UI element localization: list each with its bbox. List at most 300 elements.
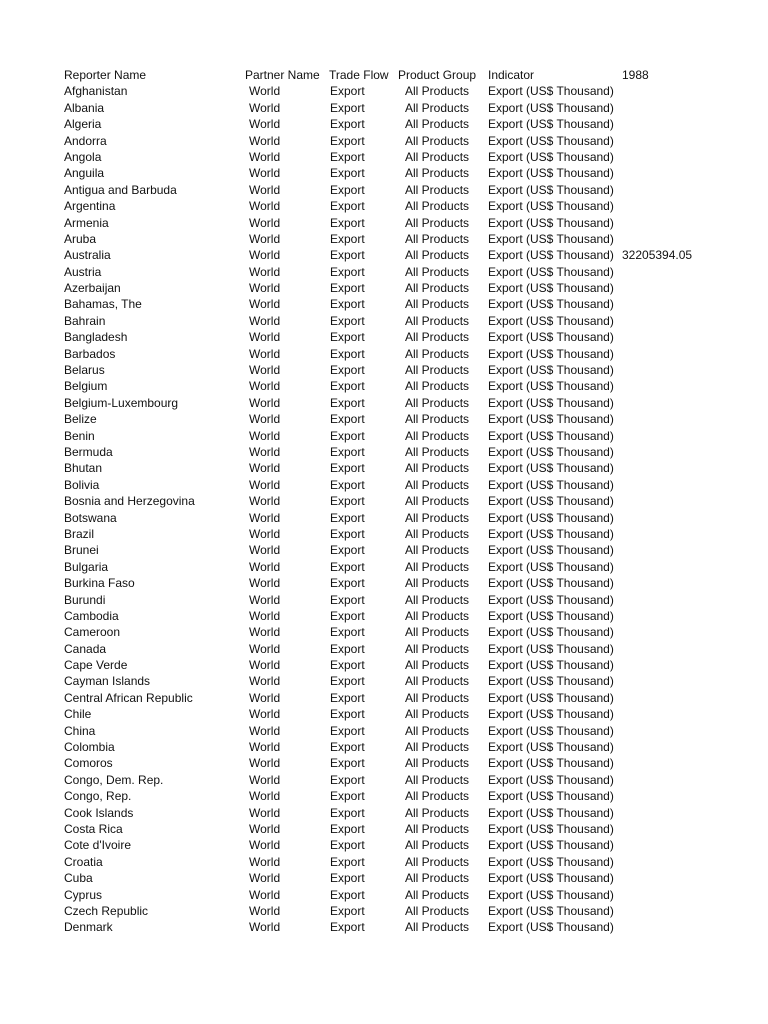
indicator-cell: Export (US$ Thousand) <box>488 428 614 443</box>
indicator-cell: Export (US$ Thousand) <box>488 395 614 410</box>
reporter-cell: Chile <box>64 707 92 722</box>
trade-flow-cell: Export <box>330 297 365 312</box>
partner-cell: World <box>249 100 281 115</box>
table-row <box>64 788 744 804</box>
product-group-cell: All Products <box>405 543 470 558</box>
indicator-cell: Export (US$ Thousand) <box>488 526 614 541</box>
reporter-cell: Cuba <box>64 871 93 886</box>
partner-cell: World <box>249 461 281 476</box>
partner-cell: World <box>249 903 281 918</box>
reporter-cell: Burundi <box>64 592 106 607</box>
reporter-cell: Cook Islands <box>64 805 134 820</box>
table-row <box>64 755 744 771</box>
trade-flow-cell: Export <box>330 477 365 492</box>
table-row <box>64 690 744 706</box>
product-group-cell: All Products <box>405 199 470 214</box>
table-row <box>64 723 744 739</box>
partner-cell: World <box>249 641 281 656</box>
trade-flow-cell: Export <box>330 871 365 886</box>
partner-cell: World <box>249 854 281 869</box>
indicator-cell: Export (US$ Thousand) <box>488 625 614 640</box>
trade-flow-cell: Export <box>330 199 365 214</box>
table-row <box>64 133 744 149</box>
table-row <box>64 460 744 476</box>
table-row <box>64 165 744 181</box>
reporter-cell: Anguila <box>64 166 105 181</box>
table-row <box>64 919 744 935</box>
indicator-cell: Export (US$ Thousand) <box>488 149 614 164</box>
trade-flow-cell: Export <box>330 117 365 132</box>
trade-flow-cell: Export <box>330 133 365 148</box>
indicator-cell: Export (US$ Thousand) <box>488 690 614 705</box>
product-group-cell: All Products <box>405 805 470 820</box>
partner-cell: World <box>249 871 281 886</box>
indicator-cell: Export (US$ Thousand) <box>488 313 614 328</box>
table-row <box>64 608 744 624</box>
value-cell: 32205394.05 <box>622 248 693 263</box>
product-group-cell: All Products <box>405 281 470 296</box>
product-group-cell: All Products <box>405 182 470 197</box>
product-group-cell: All Products <box>405 346 470 361</box>
product-group-cell: All Products <box>405 84 470 99</box>
indicator-cell: Export (US$ Thousand) <box>488 182 614 197</box>
partner-cell: World <box>249 789 281 804</box>
table-row <box>64 673 744 689</box>
partner-cell: World <box>249 592 281 607</box>
table-row <box>64 83 744 99</box>
table-row <box>64 559 744 575</box>
header-trade-flow: Trade Flow <box>329 68 389 82</box>
reporter-cell: Azerbaijan <box>64 281 121 296</box>
trade-flow-cell: Export <box>330 395 365 410</box>
indicator-cell: Export (US$ Thousand) <box>488 854 614 869</box>
partner-cell: World <box>249 920 281 935</box>
table-row <box>64 477 744 493</box>
trade-flow-cell: Export <box>330 264 365 279</box>
indicator-cell: Export (US$ Thousand) <box>488 215 614 230</box>
trade-flow-cell: Export <box>330 658 365 673</box>
table-row <box>64 854 744 870</box>
indicator-cell: Export (US$ Thousand) <box>488 199 614 214</box>
partner-cell: World <box>249 576 281 591</box>
table-row <box>64 592 744 608</box>
table-row <box>64 264 744 280</box>
reporter-cell: Bhutan <box>64 461 103 476</box>
product-group-cell: All Products <box>405 789 470 804</box>
header-partner-name: Partner Name <box>245 68 320 82</box>
table-row <box>64 510 744 526</box>
product-group-cell: All Products <box>405 608 470 623</box>
partner-cell: World <box>249 674 281 689</box>
table-row <box>64 296 744 312</box>
trade-flow-cell: Export <box>330 641 365 656</box>
product-group-cell: All Products <box>405 379 470 394</box>
indicator-cell: Export (US$ Thousand) <box>488 576 614 591</box>
table-body <box>64 83 744 935</box>
table-row <box>64 870 744 886</box>
trade-flow-cell: Export <box>330 330 365 345</box>
table-row <box>64 657 744 673</box>
partner-cell: World <box>249 838 281 853</box>
product-group-cell: All Products <box>405 756 470 771</box>
trade-flow-cell: Export <box>330 887 365 902</box>
header-indicator: Indicator <box>488 68 535 82</box>
indicator-cell: Export (US$ Thousand) <box>488 477 614 492</box>
reporter-cell: Czech Republic <box>64 903 149 918</box>
product-group-cell: All Products <box>405 428 470 443</box>
indicator-cell: Export (US$ Thousand) <box>488 330 614 345</box>
partner-cell: World <box>249 215 281 230</box>
trade-flow-cell: Export <box>330 149 365 164</box>
reporter-cell: Cayman Islands <box>64 674 151 689</box>
trade-flow-cell: Export <box>330 379 365 394</box>
trade-flow-cell: Export <box>330 510 365 525</box>
partner-cell: World <box>249 444 281 459</box>
reporter-cell: Cyprus <box>64 887 103 902</box>
reporter-cell: Canada <box>64 641 107 656</box>
trade-flow-cell: Export <box>330 772 365 787</box>
trade-flow-cell: Export <box>330 625 365 640</box>
indicator-cell: Export (US$ Thousand) <box>488 887 614 902</box>
reporter-cell: Burkina Faso <box>64 576 135 591</box>
indicator-cell: Export (US$ Thousand) <box>488 592 614 607</box>
product-group-cell: All Products <box>405 592 470 607</box>
indicator-cell: Export (US$ Thousand) <box>488 707 614 722</box>
reporter-cell: Croatia <box>64 854 103 869</box>
trade-flow-cell: Export <box>330 461 365 476</box>
indicator-cell: Export (US$ Thousand) <box>488 363 614 378</box>
reporter-cell: Belgium <box>64 379 108 394</box>
partner-cell: World <box>249 133 281 148</box>
partner-cell: World <box>249 84 281 99</box>
indicator-cell: Export (US$ Thousand) <box>488 723 614 738</box>
reporter-cell: Bahrain <box>64 313 106 328</box>
partner-cell: World <box>249 346 281 361</box>
partner-cell: World <box>249 395 281 410</box>
partner-cell: World <box>249 428 281 443</box>
product-group-cell: All Products <box>405 395 470 410</box>
indicator-cell: Export (US$ Thousand) <box>488 444 614 459</box>
product-group-cell: All Products <box>405 510 470 525</box>
table-row <box>64 739 744 755</box>
partner-cell: World <box>249 281 281 296</box>
product-group-cell: All Products <box>405 641 470 656</box>
trade-flow-cell: Export <box>330 182 365 197</box>
trade-flow-cell: Export <box>330 248 365 263</box>
header-year: 1988 <box>622 68 649 82</box>
partner-cell: World <box>249 559 281 574</box>
partner-cell: World <box>249 117 281 132</box>
reporter-cell: Albania <box>64 100 105 115</box>
partner-cell: World <box>249 740 281 755</box>
trade-flow-cell: Export <box>330 920 365 935</box>
indicator-cell: Export (US$ Thousand) <box>488 789 614 804</box>
reporter-cell: Bangladesh <box>64 330 128 345</box>
trade-flow-cell: Export <box>330 363 365 378</box>
partner-cell: World <box>249 412 281 427</box>
partner-cell: World <box>249 510 281 525</box>
product-group-cell: All Products <box>405 149 470 164</box>
product-group-cell: All Products <box>405 461 470 476</box>
indicator-cell: Export (US$ Thousand) <box>488 297 614 312</box>
product-group-cell: All Products <box>405 559 470 574</box>
product-group-cell: All Products <box>405 133 470 148</box>
table-row <box>64 231 744 247</box>
partner-cell: World <box>249 166 281 181</box>
header-row <box>64 67 744 83</box>
indicator-cell: Export (US$ Thousand) <box>488 838 614 853</box>
product-group-cell: All Products <box>405 412 470 427</box>
product-group-cell: All Products <box>405 494 470 509</box>
header-product-group: Product Group <box>398 68 477 82</box>
trade-flow-cell: Export <box>330 674 365 689</box>
table-row <box>64 346 744 362</box>
reporter-cell: Colombia <box>64 740 115 755</box>
table-row <box>64 444 744 460</box>
product-group-cell: All Products <box>405 363 470 378</box>
table-row <box>64 772 744 788</box>
reporter-cell: Cote d'Ivoire <box>64 838 131 853</box>
indicator-cell: Export (US$ Thousand) <box>488 641 614 656</box>
indicator-cell: Export (US$ Thousand) <box>488 756 614 771</box>
table-row <box>64 362 744 378</box>
reporter-cell: Aruba <box>64 231 97 246</box>
trade-flow-cell: Export <box>330 84 365 99</box>
partner-cell: World <box>249 330 281 345</box>
trade-flow-cell: Export <box>330 592 365 607</box>
product-group-cell: All Products <box>405 248 470 263</box>
partner-cell: World <box>249 723 281 738</box>
indicator-cell: Export (US$ Thousand) <box>488 281 614 296</box>
product-group-cell: All Products <box>405 625 470 640</box>
reporter-cell: Andorra <box>64 133 107 148</box>
product-group-cell: All Products <box>405 887 470 902</box>
partner-cell: World <box>249 690 281 705</box>
reporter-cell: China <box>64 723 96 738</box>
trade-flow-cell: Export <box>330 903 365 918</box>
trade-flow-cell: Export <box>330 690 365 705</box>
product-group-cell: All Products <box>405 100 470 115</box>
partner-cell: World <box>249 772 281 787</box>
trade-flow-cell: Export <box>330 854 365 869</box>
reporter-cell: Costa Rica <box>64 821 123 836</box>
reporter-cell: Brunei <box>64 543 99 558</box>
table-row <box>64 411 744 427</box>
reporter-cell: Central African Republic <box>64 690 193 705</box>
product-group-cell: All Products <box>405 117 470 132</box>
indicator-cell: Export (US$ Thousand) <box>488 346 614 361</box>
reporter-cell: Australia <box>64 248 111 263</box>
product-group-cell: All Products <box>405 297 470 312</box>
table-row <box>64 182 744 198</box>
indicator-cell: Export (US$ Thousand) <box>488 903 614 918</box>
reporter-cell: Congo, Rep. <box>64 789 132 804</box>
trade-flow-cell: Export <box>330 444 365 459</box>
reporter-cell: Argentina <box>64 199 116 214</box>
data-table <box>64 67 744 936</box>
product-group-cell: All Products <box>405 231 470 246</box>
trade-flow-cell: Export <box>330 100 365 115</box>
product-group-cell: All Products <box>405 707 470 722</box>
product-group-cell: All Products <box>405 576 470 591</box>
reporter-cell: Barbados <box>64 346 116 361</box>
trade-flow-cell: Export <box>330 231 365 246</box>
product-group-cell: All Products <box>405 821 470 836</box>
indicator-cell: Export (US$ Thousand) <box>488 84 614 99</box>
trade-flow-cell: Export <box>330 346 365 361</box>
indicator-cell: Export (US$ Thousand) <box>488 412 614 427</box>
partner-cell: World <box>249 477 281 492</box>
table-row <box>64 280 744 296</box>
trade-flow-cell: Export <box>330 821 365 836</box>
table-row <box>64 378 744 394</box>
table-row <box>64 247 744 263</box>
trade-flow-cell: Export <box>330 313 365 328</box>
product-group-cell: All Products <box>405 526 470 541</box>
product-group-cell: All Products <box>405 854 470 869</box>
reporter-cell: Cambodia <box>64 608 119 623</box>
partner-cell: World <box>249 182 281 197</box>
indicator-cell: Export (US$ Thousand) <box>488 920 614 935</box>
partner-cell: World <box>249 313 281 328</box>
trade-flow-cell: Export <box>330 740 365 755</box>
indicator-cell: Export (US$ Thousand) <box>488 133 614 148</box>
trade-flow-cell: Export <box>330 608 365 623</box>
trade-flow-cell: Export <box>330 723 365 738</box>
product-group-cell: All Products <box>405 723 470 738</box>
table-row <box>64 313 744 329</box>
indicator-cell: Export (US$ Thousand) <box>488 871 614 886</box>
reporter-cell: Denmark <box>64 920 113 935</box>
table-row <box>64 395 744 411</box>
indicator-cell: Export (US$ Thousand) <box>488 231 614 246</box>
reporter-cell: Bermuda <box>64 444 113 459</box>
table-row <box>64 149 744 165</box>
header-reporter-name: Reporter Name <box>64 68 147 82</box>
indicator-cell: Export (US$ Thousand) <box>488 805 614 820</box>
trade-flow-cell: Export <box>330 494 365 509</box>
reporter-cell: Belarus <box>64 363 105 378</box>
reporter-cell: Cameroon <box>64 625 121 640</box>
product-group-cell: All Products <box>405 838 470 853</box>
product-group-cell: All Products <box>405 313 470 328</box>
partner-cell: World <box>249 199 281 214</box>
trade-flow-cell: Export <box>330 412 365 427</box>
reporter-cell: Bahamas, The <box>64 297 142 312</box>
product-group-cell: All Products <box>405 215 470 230</box>
partner-cell: World <box>249 805 281 820</box>
table-row <box>64 624 744 640</box>
trade-flow-cell: Export <box>330 838 365 853</box>
partner-cell: World <box>249 231 281 246</box>
trade-flow-cell: Export <box>330 789 365 804</box>
table-row <box>64 215 744 231</box>
table-row <box>64 542 744 558</box>
product-group-cell: All Products <box>405 166 470 181</box>
partner-cell: World <box>249 248 281 263</box>
table-row <box>64 100 744 116</box>
partner-cell: World <box>249 149 281 164</box>
partner-cell: World <box>249 821 281 836</box>
trade-flow-cell: Export <box>330 543 365 558</box>
product-group-cell: All Products <box>405 264 470 279</box>
reporter-cell: Afghanistan <box>64 84 128 99</box>
partner-cell: World <box>249 379 281 394</box>
reporter-cell: Antigua and Barbuda <box>64 182 177 197</box>
indicator-cell: Export (US$ Thousand) <box>488 821 614 836</box>
indicator-cell: Export (US$ Thousand) <box>488 658 614 673</box>
table-row <box>64 526 744 542</box>
indicator-cell: Export (US$ Thousand) <box>488 674 614 689</box>
partner-cell: World <box>249 526 281 541</box>
partner-cell: World <box>249 543 281 558</box>
indicator-cell: Export (US$ Thousand) <box>488 264 614 279</box>
table-row <box>64 575 744 591</box>
trade-flow-cell: Export <box>330 526 365 541</box>
indicator-cell: Export (US$ Thousand) <box>488 740 614 755</box>
reporter-cell: Cape Verde <box>64 658 128 673</box>
product-group-cell: All Products <box>405 871 470 886</box>
product-group-cell: All Products <box>405 444 470 459</box>
reporter-cell: Angola <box>64 149 102 164</box>
partner-cell: World <box>249 756 281 771</box>
reporter-cell: Benin <box>64 428 95 443</box>
product-group-cell: All Products <box>405 477 470 492</box>
indicator-cell: Export (US$ Thousand) <box>488 543 614 558</box>
table-row <box>64 821 744 837</box>
reporter-cell: Botswana <box>64 510 117 525</box>
partner-cell: World <box>249 658 281 673</box>
partner-cell: World <box>249 363 281 378</box>
table-row <box>64 641 744 657</box>
indicator-cell: Export (US$ Thousand) <box>488 608 614 623</box>
reporter-cell: Congo, Dem. Rep. <box>64 772 164 787</box>
table-row <box>64 805 744 821</box>
trade-flow-cell: Export <box>330 576 365 591</box>
partner-cell: World <box>249 297 281 312</box>
indicator-cell: Export (US$ Thousand) <box>488 117 614 132</box>
reporter-cell: Bulgaria <box>64 559 109 574</box>
trade-flow-cell: Export <box>330 281 365 296</box>
partner-cell: World <box>249 264 281 279</box>
indicator-cell: Export (US$ Thousand) <box>488 494 614 509</box>
table-row <box>64 198 744 214</box>
reporter-cell: Bosnia and Herzegovina <box>64 494 195 509</box>
indicator-cell: Export (US$ Thousand) <box>488 100 614 115</box>
indicator-cell: Export (US$ Thousand) <box>488 248 614 263</box>
indicator-cell: Export (US$ Thousand) <box>488 166 614 181</box>
trade-flow-cell: Export <box>330 707 365 722</box>
partner-cell: World <box>249 494 281 509</box>
table-row <box>64 837 744 853</box>
table-row <box>64 116 744 132</box>
trade-flow-cell: Export <box>330 166 365 181</box>
table-row <box>64 493 744 509</box>
trade-flow-cell: Export <box>330 756 365 771</box>
product-group-cell: All Products <box>405 690 470 705</box>
table-row <box>64 428 744 444</box>
table-row <box>64 329 744 345</box>
reporter-cell: Bolivia <box>64 477 100 492</box>
indicator-cell: Export (US$ Thousand) <box>488 379 614 394</box>
partner-cell: World <box>249 625 281 640</box>
product-group-cell: All Products <box>405 903 470 918</box>
product-group-cell: All Products <box>405 772 470 787</box>
table-row <box>64 887 744 903</box>
partner-cell: World <box>249 887 281 902</box>
reporter-cell: Brazil <box>64 526 95 541</box>
trade-flow-cell: Export <box>330 805 365 820</box>
